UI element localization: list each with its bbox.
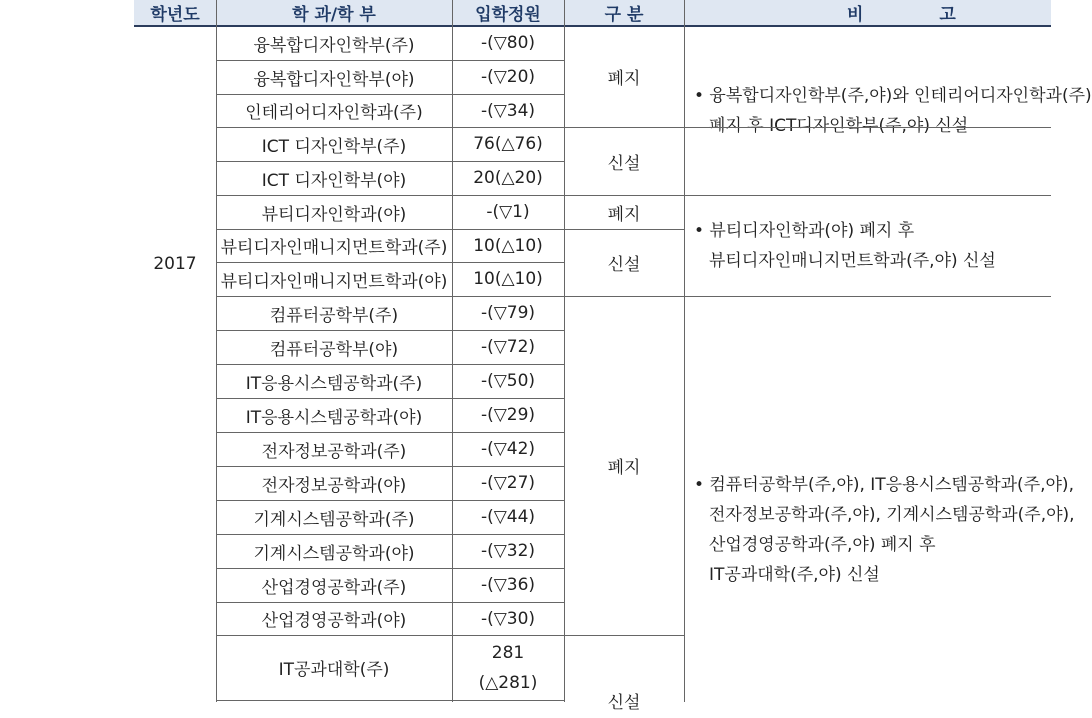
row-divider [216, 195, 1051, 196]
header-type: 구 분 [564, 0, 684, 25]
type-new: 신설 [607, 693, 641, 713]
column-divider [564, 0, 565, 702]
header-year: 학년도 [134, 0, 216, 25]
row-divider [216, 330, 564, 331]
remark-line: 뷰티디자인매니지먼트학과(주,야) 신설 [709, 251, 996, 271]
remark-line: 전자정보공학과(주,야), 기계시스템공학과(주,야), [709, 505, 1075, 525]
table-row-quota-line1: 281 [491, 643, 525, 663]
table-row-quota: -(▽32) [480, 541, 536, 561]
table-row-quota: 10(△10) [473, 269, 543, 289]
table-row-dept: 기계시스템공학과(주) [253, 509, 415, 530]
table-row-dept: 융복합디자인학부(주) [253, 35, 415, 56]
table-row-dept: 융복합디자인학부(야) [253, 69, 415, 90]
remark-line: • 융복합디자인학부(주,야)와 인테리어디자인학과(주) [694, 86, 1092, 106]
header-divider [134, 25, 1051, 27]
table-row-dept: 전자정보공학과(주) [261, 441, 407, 462]
table-row-dept: ICT 디자인학부(주) [261, 136, 407, 157]
remark-line: • 컴퓨터공학부(주,야), IT응용시스템공학과(주,야), [694, 475, 1074, 495]
table-row-quota: -(▽20) [480, 67, 536, 87]
column-divider [684, 0, 685, 702]
row-divider [216, 296, 1051, 297]
table-row-dept: IT응용시스템공학과(야) [245, 407, 423, 428]
row-divider [216, 364, 564, 365]
table-row-dept: 뷰티디자인매니지먼트학과(야) [220, 271, 448, 292]
row-divider [216, 432, 564, 433]
table-row-dept: 컴퓨터공학부(주) [269, 305, 399, 326]
table-row-quota: 10(△10) [473, 235, 543, 256]
row-divider [216, 602, 564, 603]
table-row-quota: -(▽44) [480, 507, 536, 527]
row-divider [216, 127, 1051, 128]
table-row-dept: 뷰티디자인학과(야) [261, 204, 407, 225]
table-row-quota: -(▽36) [480, 575, 536, 595]
table-row-quota: 20(△20) [473, 168, 543, 188]
type-new: 신설 [607, 153, 641, 174]
year-cell: 2017 [153, 254, 197, 274]
table-row-quota: -(▽1) [486, 202, 530, 222]
table-row-quota: -(▽72) [480, 337, 536, 357]
remark-line: • 뷰티디자인학과(야) 폐지 후 [694, 221, 915, 241]
remark-group-2 [694, 216, 996, 276]
table-row-quota: -(▽79) [480, 303, 536, 323]
table-row-quota: -(▽42) [480, 439, 536, 459]
header-remark-label: 비 고 [847, 5, 956, 25]
remark-line: 폐지 후 ICT디자인학부(주,야) 신설 [709, 116, 969, 136]
table-row-dept: 인테리어디자인학과(주) [245, 103, 423, 123]
table-row-quota: -(▽29) [480, 405, 536, 425]
table-row-quota: -(▽50) [480, 371, 536, 391]
table-row-dept: 산업경영공학과(주) [261, 577, 407, 598]
table-row-quota-line2: (△281) [478, 673, 538, 693]
type-abolish: 폐지 [607, 458, 641, 478]
row-divider [216, 534, 564, 535]
type-new: 신설 [607, 255, 641, 275]
table-row-quota: -(▽34) [480, 100, 536, 121]
table-row-dept: IT응용시스템공학과(주) [245, 373, 423, 394]
table-row-quota: 76(△76) [473, 134, 543, 154]
table-row-dept: ICT 디자인학부(야) [261, 170, 407, 191]
remark-line: IT공과대학(주,야) 신설 [709, 565, 880, 585]
table-row-dept: 산업경영공학과(야) [261, 611, 407, 631]
row-divider [216, 500, 564, 501]
remark-group-3 [694, 470, 1075, 590]
row-divider [216, 161, 564, 162]
table-row-quota: -(▽30) [480, 608, 536, 629]
row-divider [216, 94, 564, 95]
column-divider [216, 0, 217, 702]
table-row-quota: -(▽80) [480, 33, 536, 53]
table-row-dept: 뷰티디자인매니지먼트학과(주) [220, 238, 448, 258]
column-divider [452, 0, 453, 702]
table-row-dept: IT공과대학(주) [278, 659, 390, 680]
remark-line: 산업경영공학과(주,야) 폐지 후 [709, 535, 936, 555]
row-divider [216, 60, 564, 61]
type-abolish: 폐지 [607, 204, 641, 225]
header-dept: 학 과/학 부 [216, 0, 452, 25]
table-row-dept: 전자정보공학과(야) [261, 475, 407, 496]
row-divider [216, 229, 684, 230]
remark-group-1 [694, 81, 1092, 141]
row-divider [216, 398, 564, 399]
row-divider [216, 635, 684, 636]
row-divider [216, 700, 564, 701]
header-quota: 입학정원 [452, 0, 564, 25]
type-abolish: 폐지 [607, 69, 641, 89]
table-row-dept: 기계시스템공학과(야) [253, 543, 415, 564]
table-row-dept: 컴퓨터공학부(야) [269, 339, 399, 360]
row-divider [216, 466, 564, 467]
row-divider [216, 568, 564, 569]
row-divider [216, 262, 564, 263]
header-remark [684, 0, 1051, 25]
table-row-quota: -(▽27) [480, 473, 536, 493]
